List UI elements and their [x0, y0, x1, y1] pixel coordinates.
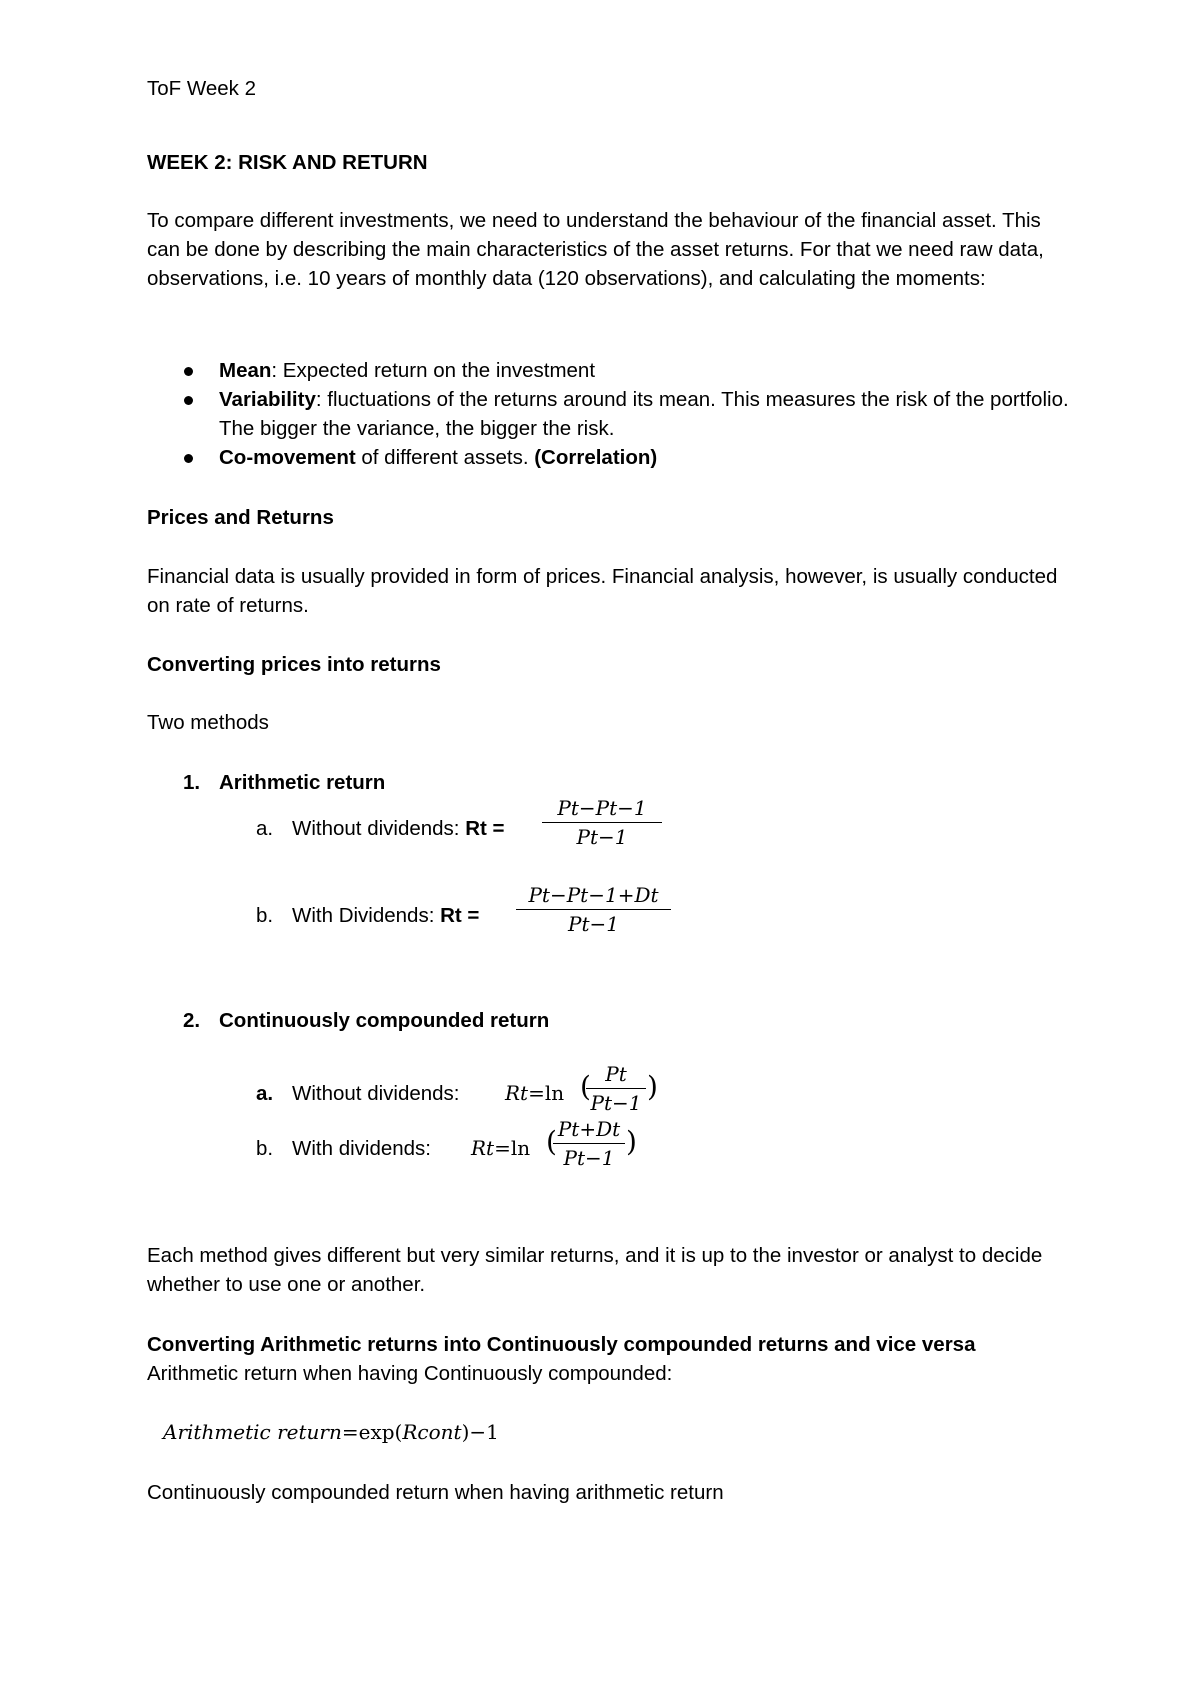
paren-open-icon: ( [546, 1125, 557, 1158]
formula-var: Rt [505, 1081, 529, 1105]
paren-open-icon: ( [580, 1070, 591, 1103]
fraction-formula [542, 796, 662, 849]
formula-lhs [505, 1079, 564, 1108]
moment-term: Mean [219, 359, 272, 382]
formula-rt: Rt = [440, 904, 480, 927]
fraction-numerator: Pt [605, 1062, 627, 1086]
formula-lhs: Arithmetic return [163, 1420, 342, 1444]
formula-label [292, 814, 505, 843]
conversion-formula [163, 1418, 499, 1447]
comparison-paragraph: Each method gives different but very similar returns, and it is up to the investor or analyst to decide whether to use one or another. [147, 1244, 1043, 1296]
formula-var: Rcont [402, 1420, 462, 1444]
item-marker: a. [256, 1082, 274, 1105]
formula-op: =ln [528, 1081, 565, 1105]
formula-tail: )−1 [461, 1420, 499, 1444]
formula-rt: Rt = [465, 817, 505, 840]
moment-text: : Expected return on the investment [271, 359, 596, 382]
fraction-numerator: Pt−Pt−1+Dt [528, 883, 659, 907]
item-marker: b. [256, 904, 274, 927]
section-heading: Converting Arithmetic returns into Continuously compounded returns and vice versa [147, 1333, 976, 1356]
moment-text: : fluctuations of the returns around its mean. This measures the risk of the portfolio. The bigger the variance, the bigger the risk. [219, 388, 1069, 440]
paren-close-icon: ) [647, 1070, 658, 1103]
methods-intro: Two methods [147, 711, 269, 734]
page-header: ToF Week 2 [147, 77, 256, 100]
bullet-icon [184, 454, 193, 463]
formula-op: =ln [494, 1136, 531, 1160]
fraction-bar [516, 909, 671, 910]
fraction-formula [586, 1062, 646, 1115]
formula-label: With dividends: [292, 1137, 432, 1160]
moment-extra: (Correlation) [534, 446, 658, 469]
fraction-denominator: Pt−1 [576, 825, 628, 849]
item-marker: b. [256, 1137, 274, 1160]
fraction-formula [516, 883, 671, 936]
method-title: Continuously compounded return [219, 1009, 550, 1032]
conversion-line: Continuously compounded return when having arithmetic return [147, 1481, 724, 1504]
intro-paragraph: To compare different investments, we need to understand the behaviour of the financial asset. This can be done by describing the main characteristics of the asset returns. For that we need raw data, observations, i.e. 10 years of monthly data (120 observations), and calculating the moments: [147, 209, 1044, 290]
fraction-denominator: Pt−1 [590, 1091, 642, 1115]
fraction-numerator: Pt+Dt [557, 1117, 621, 1141]
item-marker: a. [256, 817, 274, 840]
moment-term: Co-movement [219, 446, 356, 469]
fraction-bar [586, 1088, 646, 1089]
fraction-formula [553, 1117, 625, 1170]
page-title: WEEK 2: RISK AND RETURN [147, 151, 428, 174]
conversion-line: Arithmetic return when having Continuously compounded: [147, 1362, 673, 1385]
moment-term: Variability [219, 388, 316, 411]
fraction-bar [553, 1143, 625, 1144]
prices-paragraph: Financial data is usually provided in form of prices. Financial analysis, however, is usually conducted on rate of returns. [147, 565, 1058, 617]
bullet-icon [184, 367, 193, 376]
formula-lhs [471, 1134, 530, 1163]
fraction-numerator: Pt−Pt−1 [557, 796, 647, 820]
formula-label: Without dividends: [292, 1082, 460, 1105]
fraction-denominator: Pt−1 [568, 912, 619, 936]
paren-close-icon: ) [626, 1125, 637, 1158]
method-number: 1. [183, 771, 201, 794]
fraction-bar [542, 822, 662, 823]
formula-op: =exp( [341, 1420, 403, 1444]
formula-text: With Dividends: [292, 904, 441, 927]
section-heading: Prices and Returns [147, 506, 334, 529]
method-title: Arithmetic return [219, 771, 386, 794]
method-number: 2. [183, 1009, 201, 1032]
bullet-icon [184, 396, 193, 405]
fraction-denominator: Pt−1 [563, 1146, 615, 1170]
section-heading: Converting prices into returns [147, 653, 441, 676]
formula-label [292, 901, 479, 930]
formula-text: Without dividends: [292, 817, 466, 840]
moment-text: of different assets. [355, 446, 535, 469]
formula-var: Rt [471, 1136, 495, 1160]
